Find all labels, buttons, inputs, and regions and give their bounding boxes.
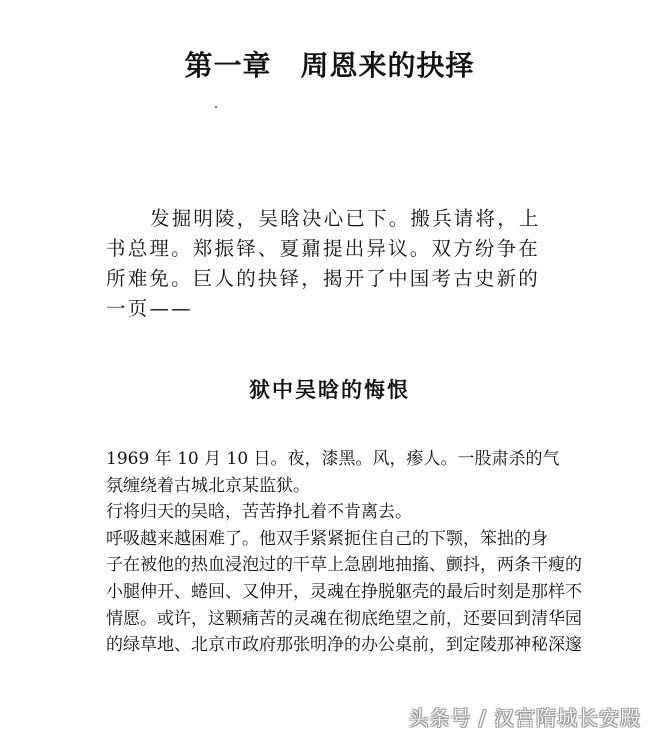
body-line: 呼吸越来越困难了。他双手紧紧扼住自己的下颚，笨拙的身 bbox=[106, 528, 548, 549]
body-line: 1969 年 10 月 10 日。夜，漆黑。风，瘆人。一股肃杀的气 bbox=[106, 449, 560, 469]
body-line: 子在被他的热血浸泡过的干草上急剧地抽搐、颤抖，两条干瘦的 bbox=[106, 555, 582, 576]
abstract-line: 书总理。郑振铎、夏鼐提出异议。双方纷争在 bbox=[106, 237, 541, 260]
section-title: 狱中吴晗的悔恨 bbox=[249, 378, 410, 402]
body-line: 小腿伸开、蜷回、又伸开，灵魂在挣脱躯壳的最后时刻是那样不 bbox=[106, 581, 582, 602]
chapter-abstract bbox=[106, 204, 576, 324]
body-line: 行将归天的吴晗，苦苦挣扎着不肯离去。 bbox=[106, 502, 412, 523]
body-line: 氛缠绕着古城北京某监狱。 bbox=[106, 475, 310, 496]
abstract-line: 一页—— bbox=[106, 297, 193, 320]
source-watermark: 头条号 / 汉宫隋城长安殿 bbox=[408, 706, 641, 730]
abstract-line: 所难免。巨人的抉铎，揭开了中国考古史新的 bbox=[106, 267, 541, 290]
abstract-line: 发掘明陵，吴晗决心已下。搬兵请将，上 bbox=[150, 207, 541, 230]
print-speck bbox=[215, 106, 217, 108]
body-paragraphs bbox=[106, 446, 606, 659]
chapter-title: 第一章 周恩来的抉择 bbox=[184, 49, 475, 82]
body-line: 的绿草地、北京市政府那张明净的办公桌前，到定陵那神秘深邃 bbox=[106, 635, 582, 656]
body-line: 情愿。或许，这颗痛苦的灵魂在彻底绝望之前，还要回到清华园 bbox=[106, 608, 582, 629]
